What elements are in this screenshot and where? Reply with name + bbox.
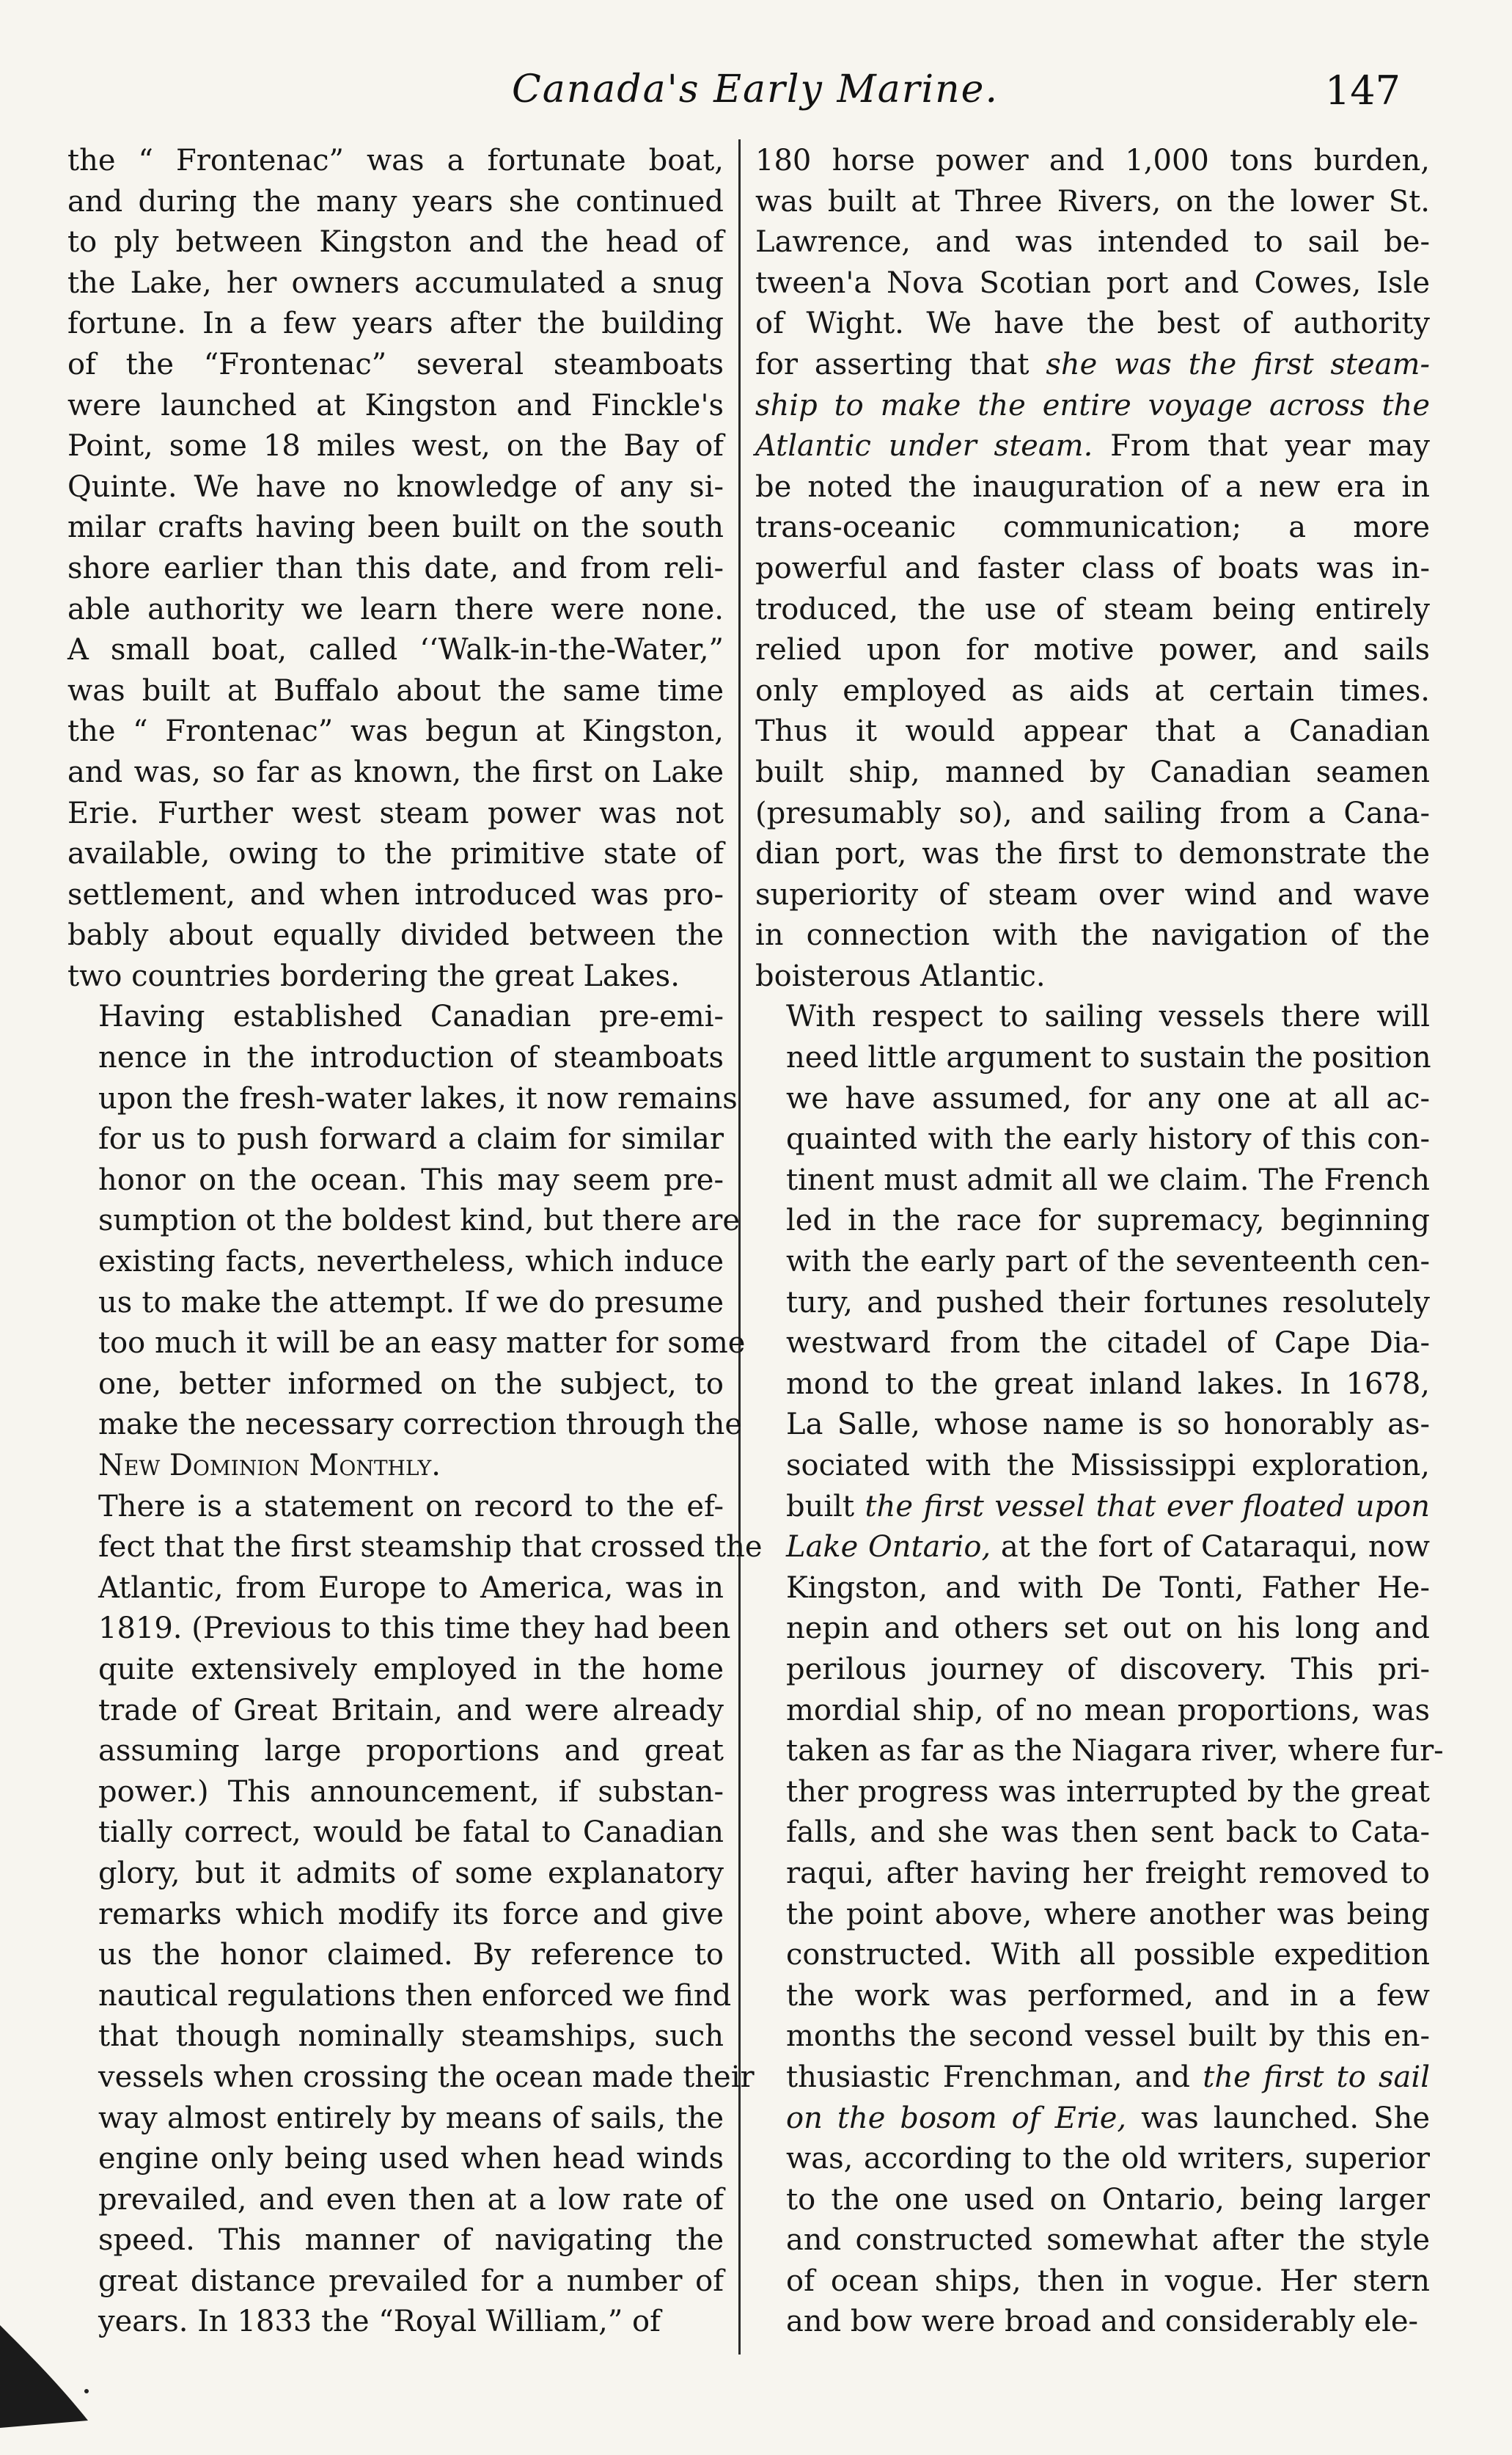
text-line: of ocean ships, then in vogue. Her stern xyxy=(786,2264,1430,2298)
emphasis-line: ship to make the entire voyage across the xyxy=(755,388,1430,422)
text-line: 180 horse power and 1,000 tons burden, xyxy=(755,144,1430,178)
text-line: need little argument to sustain the position xyxy=(786,1041,1431,1075)
text-line: the point above, where another was being xyxy=(786,1897,1430,1931)
text-line: relied upon for motive power, and sails xyxy=(755,633,1430,667)
text-line: With respect to sailing vessels there will xyxy=(786,1000,1430,1034)
text-line: the Lake, her owners accumulated a snug xyxy=(67,266,724,300)
text-line: Lawrence, and was intended to sail be- xyxy=(755,225,1430,260)
text-line: and constructed somewhat after the style xyxy=(786,2223,1430,2258)
text-line: (presumably so), and sailing from a Cana- xyxy=(755,796,1430,830)
text-line: fortune. In a few years after the building xyxy=(67,307,724,341)
text-line: months the second vessel built by this en- xyxy=(786,2019,1430,2054)
text-line: trade of Great Britain, and were already xyxy=(98,1693,724,1727)
paragraph xyxy=(755,141,1430,997)
text-line: in connection with the navigation of the xyxy=(755,918,1430,953)
paragraph xyxy=(67,1487,763,2343)
text-line: tury, and pushed their fortunes resolutely xyxy=(786,1285,1430,1320)
text-line: perilous journey of discovery. This pri- xyxy=(786,1652,1430,1686)
text-line: fect that the first steamship that crossed the xyxy=(98,1530,763,1565)
text-line: La Salle, whose name is so honorably as- xyxy=(786,1408,1430,1442)
text-run: thusiastic Frenchman, and xyxy=(786,2060,1203,2094)
text-line: taken as far as the Niagara river, where fur- xyxy=(786,1734,1444,1768)
text-line: westward from the citadel of Cape Dia- xyxy=(786,1326,1430,1361)
text-line: boisterous Atlantic. xyxy=(755,959,1046,993)
text-line: make the necessary correction through the xyxy=(98,1408,743,1442)
paragraph xyxy=(67,997,746,1486)
text-line: A small boat, called ‘‘Walk-in-the-Water,” xyxy=(67,633,724,667)
text-line xyxy=(755,2099,1430,2140)
text-line: settlement, and when introduced was pro- xyxy=(67,877,724,912)
text-line: vessels when crossing the ocean made their xyxy=(98,2060,755,2094)
text-line: glory, but it admits of some explanatory xyxy=(98,1856,724,1890)
text-line xyxy=(755,1527,1430,1568)
text-line: were launched at Kingston and Finckle's xyxy=(67,388,724,422)
paragraph-lines xyxy=(755,467,1430,998)
text-line: way almost entirely by means of sails, the xyxy=(98,2101,724,2135)
text-line: for us to push forward a claim for similar xyxy=(98,1122,724,1157)
text-line: quainted with the early history of this con- xyxy=(786,1122,1430,1157)
text-line: one, better informed on the subject, to xyxy=(98,1366,724,1401)
text-line: nence in the introduction of steamboats xyxy=(98,1041,724,1075)
paragraph-lines xyxy=(67,997,746,1446)
paragraph-lines xyxy=(755,141,1430,345)
text-line: dian port, was the first to demonstrate the xyxy=(755,837,1430,871)
text-line: nautical regulations then enforced we find xyxy=(98,1978,732,2013)
page-header xyxy=(66,67,1445,126)
text-line: tinent must admit all we claim. The French xyxy=(786,1163,1430,1197)
text-line: honor on the ocean. This may seem pre- xyxy=(98,1163,724,1197)
text-line: quite extensively employed in the home xyxy=(98,1652,724,1686)
text-line: was, according to the old writers, superior xyxy=(786,2142,1430,2176)
text-line: ther progress was interrupted by the great xyxy=(786,1774,1430,1809)
text-line: of Wight. We have the best of authority xyxy=(755,307,1430,341)
text-line: Point, some 18 miles west, on the Bay of xyxy=(67,429,724,464)
text-run: was launched. She xyxy=(1126,2101,1431,2135)
text-line xyxy=(755,2057,1430,2099)
text-line: constructed. With all possible expedition xyxy=(786,1938,1430,1972)
publication-name: New Dominion Monthly. xyxy=(98,1449,441,1482)
running-head: Canada's Early Marine. xyxy=(512,67,999,111)
text-line: too much it will be an easy matter for some xyxy=(98,1326,746,1361)
text-line: sumption ot the boldest kind, but there are xyxy=(98,1204,741,1238)
text-line: be noted the inauguration of a new era in xyxy=(755,469,1430,504)
text-run: From that year may xyxy=(1093,429,1430,464)
text-line: the work was performed, and in a few xyxy=(786,1978,1430,2013)
text-line: us the honor claimed. By reference to xyxy=(98,1938,724,1972)
text-run: at the fort of Cataraqui, now xyxy=(991,1530,1430,1565)
text-line: and during the many years she continued xyxy=(67,184,724,219)
paragraph xyxy=(67,141,724,997)
text-line: tially correct, would be fatal to Canadian xyxy=(98,1815,724,1850)
text-line: existing facts, nevertheless, which induce xyxy=(98,1245,724,1279)
text-line: us to make the attempt. If we do presume xyxy=(98,1285,724,1320)
text-line xyxy=(755,345,1430,386)
text-line: two countries bordering the great Lakes. xyxy=(67,959,680,993)
text-line: to ply between Kingston and the head of xyxy=(67,225,724,260)
page-number: 147 xyxy=(1324,67,1401,114)
emphasis: she was the first steam- xyxy=(1046,347,1430,381)
text-line: engine only being used when head winds xyxy=(98,2142,724,2176)
paragraph-lines xyxy=(755,2139,1430,2343)
paragraph-lines xyxy=(755,997,1430,1486)
text-line: Thus it would appear that a Canadian xyxy=(755,714,1430,749)
text-line: mond to the great inland lakes. In 1678, xyxy=(786,1366,1430,1401)
text-line: we have assumed, for any one at all ac- xyxy=(786,1081,1430,1116)
text-line: trans-oceanic communication; a more xyxy=(755,511,1430,545)
text-line: only employed as aids at certain times. xyxy=(755,673,1430,708)
emphasis: the first vessel that ever floated upon xyxy=(865,1489,1430,1523)
emphasis: on the bosom of Erie, xyxy=(786,2101,1127,2135)
text-line: Atlantic, from Europe to America, was in xyxy=(98,1570,724,1605)
text-line: shore earlier than this date, and from reli- xyxy=(67,551,724,585)
text-line: the “ Frontenac” was a fortunate boat, xyxy=(67,144,724,178)
text-line: milar crafts having been built on the south xyxy=(67,511,724,545)
text-line: and bow were broad and considerably ele- xyxy=(786,2305,1419,2339)
paragraph-lines xyxy=(755,1568,1444,2057)
text-line: with the early part of the seventeenth cen- xyxy=(786,1245,1430,1279)
text-line: was built at Three Rivers, on the lower St. xyxy=(755,184,1430,219)
text-line: tween'a Nova Scotian port and Cowes, Isle xyxy=(755,266,1430,300)
paragraph xyxy=(755,997,1444,2343)
text-line: to the one used on Ontario, being larger xyxy=(786,2182,1430,2217)
text-run: for asserting that xyxy=(755,347,1046,381)
text-line: prevailed, and even then at a low rate of xyxy=(98,2182,724,2217)
text-line: falls, and she was then sent back to Cata- xyxy=(786,1815,1430,1850)
text-line: years. In 1833 the “Royal William,” of xyxy=(98,2305,661,2339)
text-line: nepin and others set out on his long and xyxy=(786,1611,1430,1646)
text-line: raqui, after having her freight removed to xyxy=(786,1856,1430,1890)
text-line: that though nominally steamships, such xyxy=(98,2019,724,2054)
text-line: assuming large proportions and great xyxy=(98,1734,724,1768)
text-line: Kingston, and with De Tonti, Father He- xyxy=(786,1570,1430,1605)
column-divider xyxy=(738,139,741,2355)
text-line: and was, so far as known, the first on Lake xyxy=(67,755,724,789)
text-line: of the “Frontenac” several steamboats xyxy=(67,347,724,381)
text-line xyxy=(755,426,1430,467)
text-line: remarks which modify its force and give xyxy=(98,1897,724,1931)
text-run: built xyxy=(786,1489,865,1523)
left-column xyxy=(67,141,763,2349)
text-line: powerful and faster class of boats was in- xyxy=(755,551,1430,585)
emphasis: Atlantic under steam. xyxy=(755,429,1093,464)
page-edge-shadow xyxy=(0,2311,103,2428)
text-line: Having established Canadian pre-emi- xyxy=(98,1000,724,1034)
text-line: upon the fresh-water lakes, it now remains xyxy=(98,1081,738,1116)
text-line: There is a statement on record to the ef- xyxy=(98,1489,724,1523)
emphasis: the first to sail xyxy=(1203,2060,1430,2094)
text-line: superiority of steam over wind and wave xyxy=(755,877,1430,912)
text-line: speed. This manner of navigating the xyxy=(98,2223,724,2258)
text-line: great distance prevailed for a number of xyxy=(98,2264,724,2298)
text-line: mordial ship, of no mean proportions, was xyxy=(786,1693,1430,1727)
text-line: bably about equally divided between the xyxy=(67,918,724,953)
text-line: led in the race for supremacy, beginning xyxy=(786,1204,1430,1238)
text-line: troduced, the use of steam being entirely xyxy=(755,592,1430,626)
text-line: able authority we learn there were none. xyxy=(67,592,724,626)
text-line: the “ Frontenac” was begun at Kingston, xyxy=(67,714,724,749)
text-line: built ship, manned by Canadian seamen xyxy=(755,755,1430,789)
emphasis: Lake Ontario, xyxy=(786,1530,991,1565)
text-line: Erie. Further west steam power was not xyxy=(67,796,724,830)
text-line: 1819. (Previous to this time they had been xyxy=(98,1611,731,1646)
text-line: sociated with the Mississippi exploration, xyxy=(786,1449,1430,1482)
right-column xyxy=(755,141,1444,2349)
text-line: power.) This announcement, if substan- xyxy=(98,1774,724,1809)
text-line: Quinte. We have no knowledge of any si- xyxy=(67,469,724,504)
text-line: available, owing to the primitive state of xyxy=(67,837,724,871)
text-line xyxy=(755,1487,1430,1528)
text-line: was built at Buffalo about the same time xyxy=(67,673,724,708)
